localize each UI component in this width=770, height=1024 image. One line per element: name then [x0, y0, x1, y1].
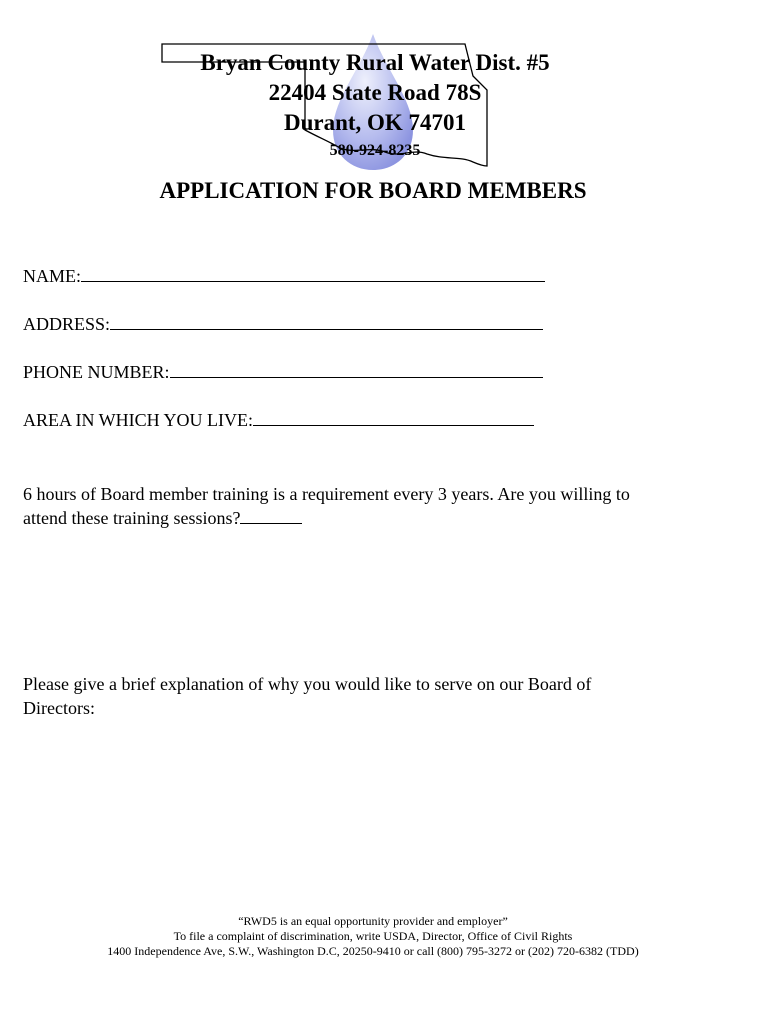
- name-blank-line[interactable]: [81, 267, 545, 282]
- training-answer-blank[interactable]: [240, 509, 302, 524]
- address-label: ADDRESS:: [23, 314, 111, 334]
- org-phone: 580-924-8235: [329, 142, 421, 159]
- footer: [0, 914, 746, 959]
- footer-line-2: To file a complaint of discrimination, write USDA, Director, Office of Civil Rights: [173, 929, 573, 943]
- phone-number-blank-line[interactable]: [170, 363, 543, 378]
- explanation-question: [23, 672, 723, 720]
- explanation-line-1: Please give a brief explanation of why you would like to serve on our Board of: [23, 674, 592, 694]
- footer-line-3: 1400 Independence Ave, S.W., Washington D.C, 20250-9410 or call (800) 795-3272 or (202) 720-6382 (TDD): [107, 944, 639, 958]
- org-city: Durant, OK 74701: [283, 110, 467, 135]
- area-blank-line[interactable]: [253, 411, 534, 426]
- address-blank-line[interactable]: [110, 315, 543, 330]
- name-field[interactable]: [23, 266, 545, 287]
- training-question: [23, 482, 723, 530]
- explanation-line-2: Directors:: [23, 698, 95, 718]
- letterhead: [0, 48, 750, 162]
- address-field[interactable]: [23, 314, 543, 335]
- phone-number-label: PHONE NUMBER:: [23, 362, 170, 382]
- page-title: APPLICATION FOR BOARD MEMBERS: [159, 178, 587, 203]
- phone-number-field[interactable]: [23, 362, 543, 383]
- area-label: AREA IN WHICH YOU LIVE:: [23, 410, 253, 430]
- area-field[interactable]: [23, 410, 534, 431]
- name-label: NAME:: [23, 266, 81, 286]
- org-name: Bryan County Rural Water Dist. #5: [200, 50, 550, 75]
- training-line-2: attend these training sessions?: [23, 508, 241, 528]
- org-street: 22404 State Road 78S: [268, 80, 482, 105]
- training-line-1: 6 hours of Board member training is a requirement every 3 years. Are you willing to: [23, 484, 630, 504]
- footer-line-1: “RWD5 is an equal opportunity provider and employer”: [238, 914, 508, 928]
